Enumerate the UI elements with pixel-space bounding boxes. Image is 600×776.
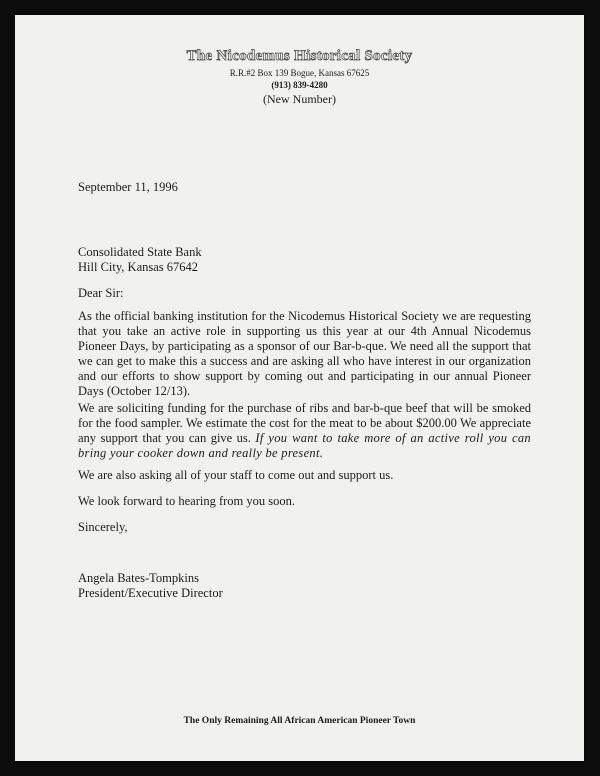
letterhead-phone: (913) 839-4280: [271, 80, 328, 90]
closing: Sincerely,: [78, 520, 128, 534]
letter-date: September 11, 1996: [78, 180, 178, 194]
paragraph-2-italic: If you want to take more of an active roll you can bring your cooker down and really be present.: [78, 431, 531, 460]
paragraph-3: We are also asking all of your staff to come out and support us.: [78, 468, 394, 482]
recipient-block: [78, 245, 531, 275]
signer-name: Angela Bates-Tompkins: [78, 571, 199, 585]
recipient-city: Hill City, Kansas 67642: [78, 260, 199, 274]
letter-page: [15, 15, 584, 761]
paragraph-2-text: We are soliciting funding for the purchase of ribs and bar-b-que beef that will be smoked for the food sampler. We estimate the cost for the meat to be about $200.00 We appreciate any support that you can give us.: [78, 401, 531, 445]
footer-tagline: The Only Remaining All African American Pioneer Town: [183, 716, 416, 726]
letterhead-phone-note: (New Number): [263, 92, 336, 106]
signature-block: [78, 571, 531, 601]
paragraph-1: As the official banking institution for the Nicodemus Historical Society we are requesting that you take an active role in supporting us this year at our 4th Annual Nicodemus Pioneer Days, by participating as a sponsor of our Bar-b-que. We need all the support that we can get to make this a success and are asking all who have interest in our organization and our efforts to show support by coming out and participating in our annual Pioneer Days (October 12/13).: [78, 309, 531, 398]
paragraph-2: [78, 401, 531, 461]
letterhead-address: R.R.#2 Box 139 Bogue, Kansas 67625: [229, 68, 370, 78]
recipient-name: Consolidated State Bank: [78, 245, 202, 259]
letterhead-org-name: The Nicodemus Historical Society: [186, 48, 413, 64]
salutation: Dear Sir:: [78, 286, 124, 300]
signer-title: President/Executive Director: [78, 586, 223, 600]
paragraph-4: We look forward to hearing from you soon.: [78, 494, 295, 508]
